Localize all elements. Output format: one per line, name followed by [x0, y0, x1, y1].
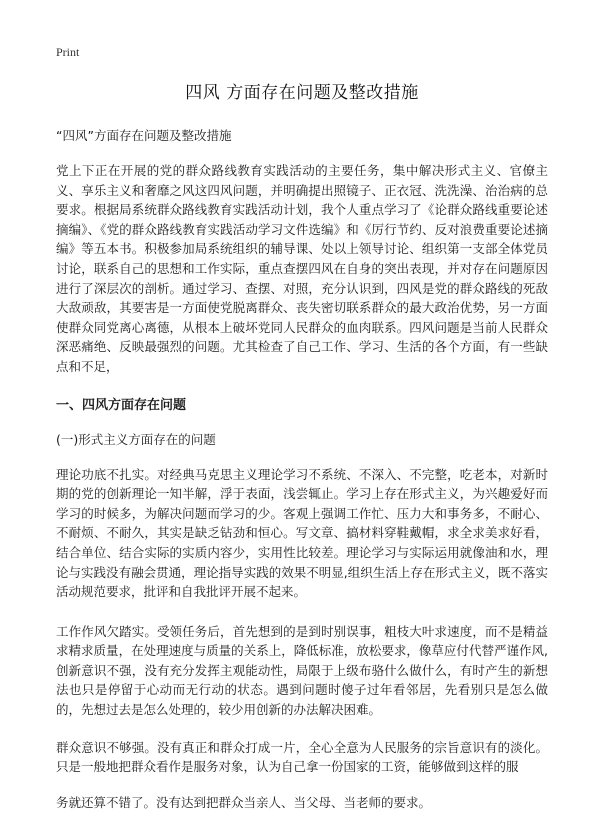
page-title: 四风 方面存在问题及整改措施	[185, 83, 419, 103]
body-paragraph: 理论功底不扎实。对经典马克思主义理论学习不系统、不深入、不完整，吃老本，对新时期的党的创新理论一知半解，浮于表面，浅尝辄止。学习上存在形式主义，为兴趣爱好而学习的时候多，为解决问题而学习的少。客观上强调工作忙、压力大和事务多，不耐心、不耐烦、不耐久，其实是缺乏钻劲和恒心。写文章、搞材料穿鞋戴帽，求全求美求好看，结合单位、结合实际的实质内容少，实用性比较差。理论学习与实际运用就像油和水，理论与实践没有融会贯通，理论指导实践的效果不明显,组织生活上存在形式主义，既不落实活动规范要求，批评和自我批评开展不起来。	[56, 466, 548, 600]
document-subtitle: “四风”方面存在问题及整改措施	[56, 128, 232, 143]
body-paragraph: 务就还算不错了。没有达到把群众当亲人、当父母、当老师的要求。	[56, 794, 432, 810]
document-body	[56, 78, 548, 826]
print-link[interactable]: Print	[56, 45, 80, 59]
section-heading: 一、四风方面存在问题	[56, 397, 187, 413]
body-paragraph: 群众意识不够强。没有真正和群众打成一片，全心全意为人民服务的宗旨意识有的淡化。只是一般地把群众看作是服务对象，认为自己拿一份国家的工资，能够做到这样的服	[56, 739, 548, 775]
subsection-heading: (一)形式主义方面存在的问题	[56, 431, 216, 447]
body-paragraph: 工作作风欠踏实。受领任务后，首先想到的是到时别误事，粗枝大叶求速度，而不是精益求精求质量，在处理速度与质量的关系上，降低标准，放松要求，像草应付代替严谨作风,创新意识不强，没有充分发挥主观能动性，局限于上级布骆什么做什么，有时产生的新想法也只是停留于心动而无行动的状态。遇到问题时傻子过年看邻居，先看别只是怎么做的，先想过去是怎么处理的，较少用创新的办法解决困难。	[56, 623, 548, 718]
intro-paragraph: 党上下正在开展的党的群众路线教育实践活动的主要任务，集中解决形式主义、官僚主义、享乐主义和奢靡之风这四风问题，并明确提出照镜子、正衣冠、洗洗澡、治治病的总要求。根据局系统群众路线教育实践活动计划，我个人重点学习了《论群众路线重要论述摘编》、《党的群众路线教育实践活动学习文件选编》和《厉行节约、反对浪费重要论述摘编》等五本书。积极参加局系统组织的辅导课、处以上领导讨论、组织第一支部全体党员讨论，联系自己的思想和工作实际，重点查摆四风在自身的突出表现，并对存在问题原因进行了深层次的剖析。通过学习、查摆、对照，充分认识到，四风是党的群众路线的死敌大敌顽敌，其要害是一方面使党脱离群众、丧失密切联系群众的最大政治优势，另一方面使群众同党离心离德，从根本上破坏党同人民群众的血肉联系。四风问题是当前人民群众深恶痛绝、反映最强烈的问题。尤其检查了自己工作、学习、生活的各个方面，有一些缺点和不足，	[56, 163, 548, 374]
